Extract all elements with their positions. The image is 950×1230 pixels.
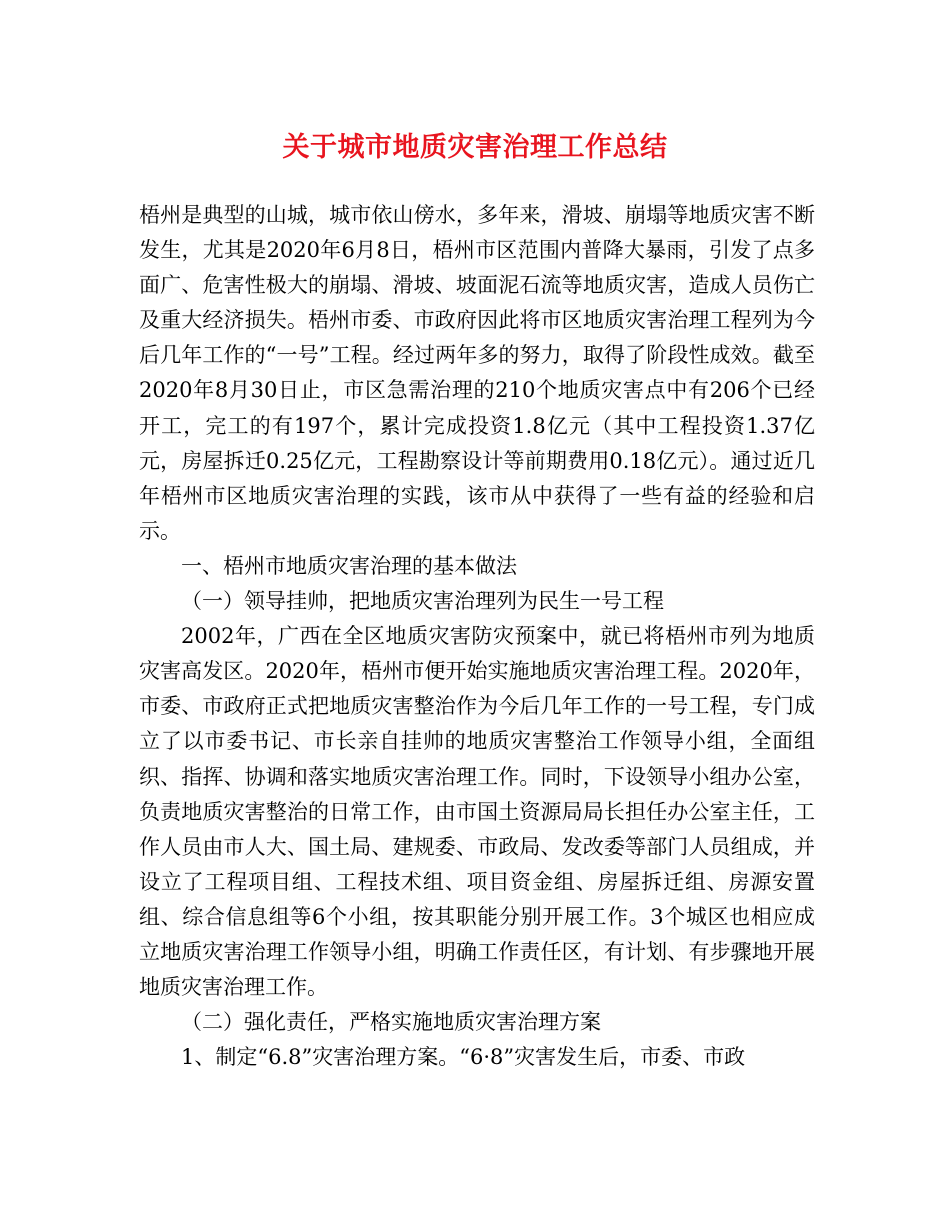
section-heading: 一、梧州市地质灾害治理的基本做法 <box>181 553 517 578</box>
intro-paragraph: 梧州是典型的山城，城市依山傍水，多年来，滑坡、崩塌等地质灾害不断发生，尤其是2020年6月8日，梧州市区范围内普降大暴雨，引发了点多面广、危害性极大的崩塌、滑坡、坡面泥石流等地质灾害，造成人员伤亡及重大经济损失。梧州市委、市政府因此将市区地质灾害治理工程列为今后几年工作的“一号”工程。经过两年多的努力，取得了阶段性成效。截至2020年8月30日止，市区急需治理的210个地质灾害点中有206个已经开工，完工的有197个，累计完成投资1.8亿元（其中工程投资1.37亿元，房屋拆迁0.25亿元，工程勘察设计等前期费用0.18亿元）。通过近几年梧州市区地质灾害治理的实践，该市从中获得了一些有益的经验和启示。 <box>139 203 815 543</box>
body-paragraph: 2002年，广西在全区地质灾害防灾预案中，就已将梧州市列为地质灾害高发区。2020年，梧州市便开始实施地质灾害治理工程。2020年，市委、市政府正式把地质灾害整治作为今后几年工作的一号工程，专门成立了以市委书记、市长亲自挂帅的地质灾害整治工作领导小组，全面组织、指挥、协调和落实地质灾害治理工作。同时，下设领导小组办公室，负责地质灾害整治的日常工作，由市国土资源局局长担任办公室主任，工作人员由市人大、国土局、建规委、市政局、发改委等部门人员组成，并设立了工程项目组、工程技术组、项目资金组、房屋拆迁组、房源安置组、综合信息组等6个小组，按其职能分别开展工作。3个城区也相应成立地质灾害治理工作领导小组，明确工作责任区，有计划、有步骤地开展地质灾害治理工作。 <box>139 624 815 1000</box>
subsection-heading-2: （二）强化责任，严格实施地质灾害治理方案 <box>181 1010 601 1035</box>
body-paragraph-continued: 1、制定“6.8”灾害治理方案。“6·8”灾害发生后，市委、市政 <box>181 1045 746 1070</box>
document-body <box>139 198 815 1075</box>
subsection-heading-1: （一）领导挂帅，把地质灾害治理列为民生一号工程 <box>181 589 664 614</box>
document-title: 关于城市地质灾害治理工作总结 <box>282 132 668 163</box>
